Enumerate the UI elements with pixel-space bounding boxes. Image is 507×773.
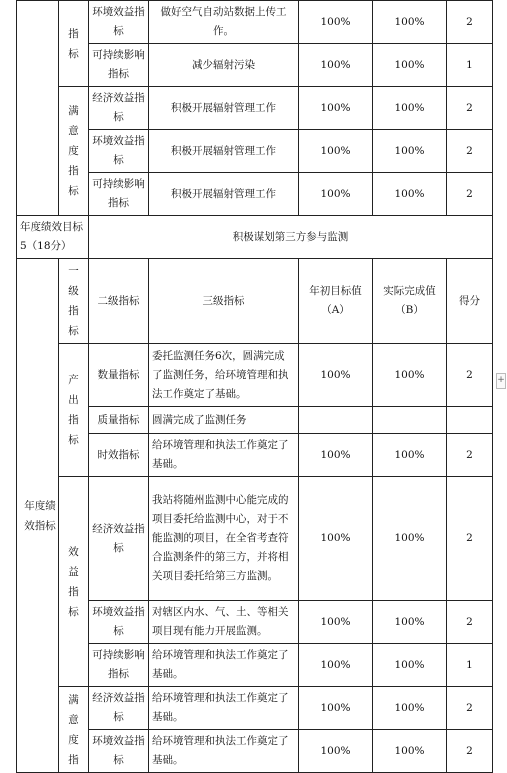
goal-text: 积极谋划第三方参与监测	[89, 216, 493, 259]
table-row	[17, 87, 493, 130]
target-cell: 100%	[299, 1, 373, 44]
add-marker-icon[interactable]: +	[496, 373, 506, 389]
l3-cell: 积极开展辐射管理工作	[149, 87, 299, 130]
l3-cell: 积极开展辐射管理工作	[149, 173, 299, 216]
l2-cell: 经济效益指标	[89, 687, 149, 730]
l3-cell: 给环境管理和执法工作奠定了基础。	[149, 687, 299, 730]
l3-cell: 做好空气自动站数据上传工作。	[149, 1, 299, 44]
score-cell: 1	[447, 44, 493, 87]
table-row	[17, 434, 493, 477]
l3-cell: 积极开展辐射管理工作	[149, 130, 299, 173]
score-cell: 2	[447, 173, 493, 216]
actual-cell: 100%	[373, 173, 447, 216]
header-actual: 实际完成值（B）	[373, 259, 447, 344]
score-cell: 2	[447, 344, 493, 407]
actual-cell: 100%	[373, 44, 447, 87]
table-row	[17, 601, 493, 644]
target-cell: 100%	[299, 173, 373, 216]
actual-cell: 100%	[373, 644, 447, 687]
l2-cell: 环境效益指标	[89, 730, 149, 773]
target-cell: 100%	[299, 130, 373, 173]
actual-cell	[373, 407, 447, 434]
goal-row	[17, 216, 493, 259]
l2-cell: 环境效益指标	[89, 1, 149, 44]
l2-cell: 环境效益指标	[89, 130, 149, 173]
score-cell: 2	[447, 477, 493, 601]
l1-cell: 满意度指标	[59, 87, 89, 216]
target-cell: 100%	[299, 601, 373, 644]
target-cell: 100%	[299, 434, 373, 477]
l2-cell: 可持续影响指标	[89, 44, 149, 87]
score-cell: 2	[447, 601, 493, 644]
table-row	[17, 687, 493, 730]
table-row	[17, 730, 493, 773]
l3-cell: 减少辐射污染	[149, 44, 299, 87]
target-cell: 100%	[299, 87, 373, 130]
l3-cell: 委托监测任务6次，圆满完成了监测任务，给环境管理和执法工作奠定了基础。	[149, 344, 299, 407]
score-cell: 1	[447, 644, 493, 687]
actual-cell: 100%	[373, 130, 447, 173]
l2-cell: 数量指标	[89, 344, 149, 407]
score-cell: 2	[447, 730, 493, 773]
goal-label: 年度绩效目标5（18分）	[17, 216, 89, 259]
header-row	[17, 259, 493, 344]
l2-cell: 经济效益指标	[89, 477, 149, 601]
l3-cell: 给环境管理和执法工作奠定了基础。	[149, 730, 299, 773]
table-row	[17, 644, 493, 687]
table-row	[17, 173, 493, 216]
header-l2: 二级指标	[89, 259, 149, 344]
score-cell: 2	[447, 687, 493, 730]
header-l3: 三级指标	[149, 259, 299, 344]
actual-cell: 100%	[373, 730, 447, 773]
l2-cell: 环境效益指标	[89, 601, 149, 644]
section-cell: 年度绩效指标	[17, 259, 59, 773]
table-row	[17, 130, 493, 173]
table-row	[17, 407, 493, 434]
target-cell: 100%	[299, 44, 373, 87]
target-cell	[299, 407, 373, 434]
l2-cell: 经济效益指标	[89, 87, 149, 130]
target-cell: 100%	[299, 730, 373, 773]
header-l1: 一级指标	[59, 259, 89, 344]
l2-cell: 时效指标	[89, 434, 149, 477]
actual-cell: 100%	[373, 477, 447, 601]
score-cell: 2	[447, 87, 493, 130]
table-row	[17, 44, 493, 87]
table-row	[17, 477, 493, 601]
actual-cell: 100%	[373, 601, 447, 644]
actual-cell: 100%	[373, 87, 447, 130]
group-satisfaction: 满意度指	[59, 687, 89, 773]
l3-cell: 我站将随州监测中心能完成的项目委托给监测中心，对于不能监测的项目，在全省考查符合监测条件的第三方，并将相关项目委托给第三方监测。	[149, 477, 299, 601]
group-output: 产出指标	[59, 344, 89, 477]
l2-cell: 可持续影响指标	[89, 173, 149, 216]
target-cell: 100%	[299, 687, 373, 730]
target-cell: 100%	[299, 344, 373, 407]
header-score: 得分	[447, 259, 493, 344]
actual-cell: 100%	[373, 687, 447, 730]
l3-cell: 给环境管理和执法工作奠定了基础。	[149, 644, 299, 687]
l3-cell: 对辖区内水、气、土、等相关项目现有能力开展监测。	[149, 601, 299, 644]
actual-cell: 100%	[373, 344, 447, 407]
l1-cell: 指标	[59, 1, 89, 87]
performance-table	[16, 0, 493, 773]
l2-cell: 可持续影响指标	[89, 644, 149, 687]
actual-cell: 100%	[373, 1, 447, 44]
table-row	[17, 344, 493, 407]
group-effect: 效益指标	[59, 477, 89, 687]
l2-cell: 质量指标	[89, 407, 149, 434]
score-cell: 2	[447, 130, 493, 173]
score-cell: 2	[447, 434, 493, 477]
target-cell: 100%	[299, 644, 373, 687]
table-row	[17, 1, 493, 44]
actual-cell: 100%	[373, 434, 447, 477]
section-cell-empty	[17, 1, 59, 216]
score-cell: 2	[447, 1, 493, 44]
l3-cell: 给环境管理和执法工作奠定了基础。	[149, 434, 299, 477]
score-cell	[447, 407, 493, 434]
target-cell: 100%	[299, 477, 373, 601]
header-target: 年初目标值（A）	[299, 259, 373, 344]
l3-cell: 圆满完成了监测任务	[149, 407, 299, 434]
